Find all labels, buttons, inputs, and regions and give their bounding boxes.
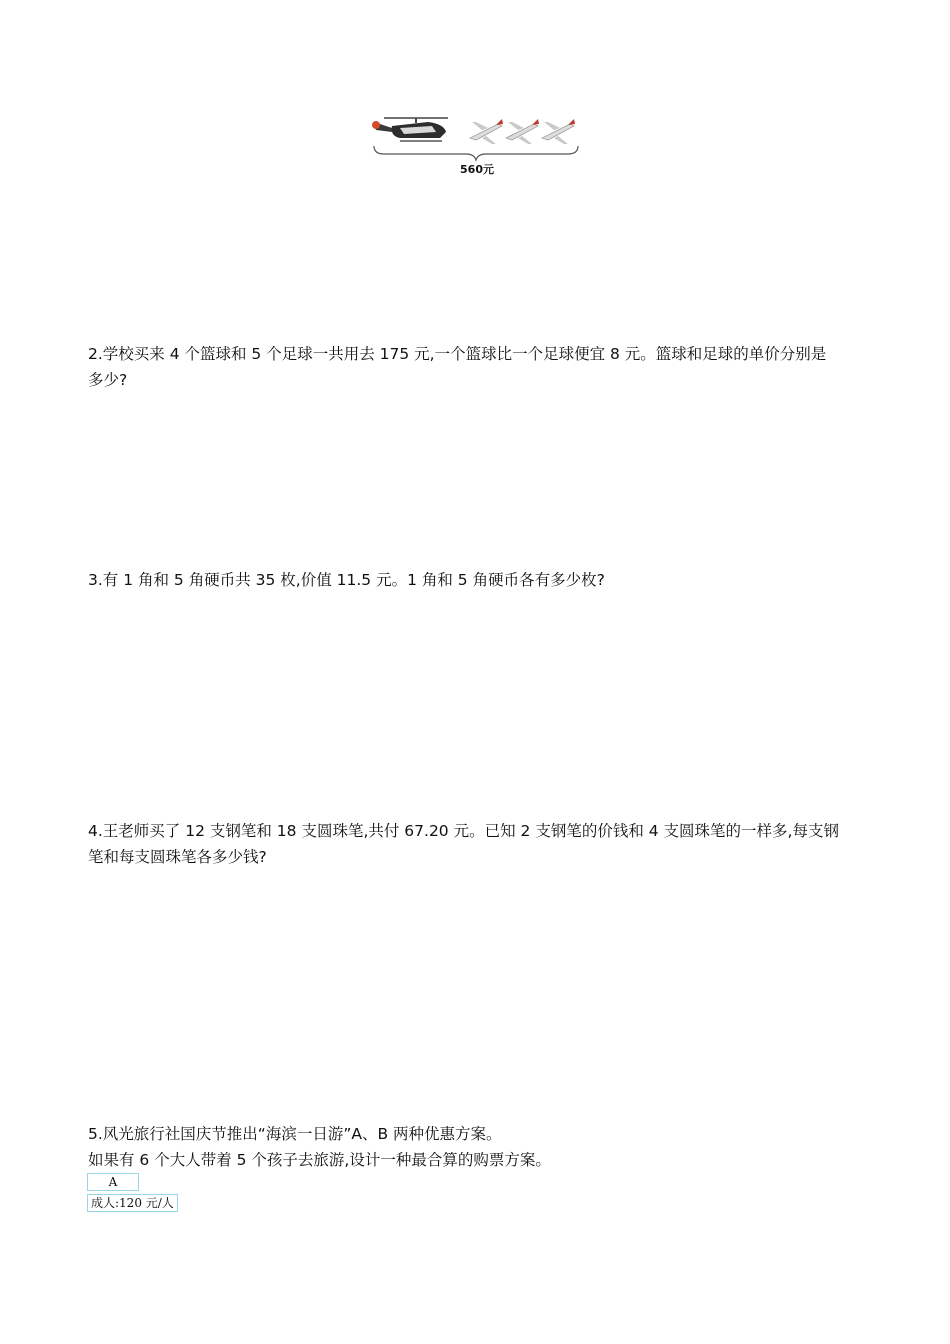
question-line: 笔和每支圆珠笔各多少钱? [88,848,267,866]
airplane-icon [542,119,575,144]
airplane-icon [470,119,503,144]
question-line: 多少? [88,371,128,389]
question-line: 5.风光旅行社国庆节推出“海滨一日游”A、B 两种优惠方案。 [88,1125,502,1143]
question-line: 如果有 6 个大人带着 5 个孩子去旅游,设计一种最合算的购票方案。 [88,1151,551,1169]
total-price-label: 560元 [460,163,494,176]
brace [374,146,578,160]
question-3 [88,567,868,593]
plan-a-adult-price: 成人:120 元/人 [87,1194,178,1212]
question-2 [88,341,868,393]
question-line: 4.王老师买了 12 支钢笔和 18 支圆珠笔,共付 67.20 元。已知 2 支钢笔的价钱和 4 支圆珠笔的一样多,每支钢 [88,822,839,840]
question-line: 3.有 1 角和 5 角硬币共 35 枚,价值 11.5 元。1 角和 5 角硬币各有多少枚? [88,571,605,589]
airplane-icon [506,119,539,144]
question-5 [88,1121,868,1173]
helicopter-icon [372,118,448,141]
question-4 [88,818,868,870]
plan-a-title: A [87,1173,139,1191]
question-line: 2.学校买来 4 个篮球和 5 个足球一共用去 175 元,一个篮球比一个足球便宜 8 元。篮球和足球的单价分别是 [88,345,827,363]
